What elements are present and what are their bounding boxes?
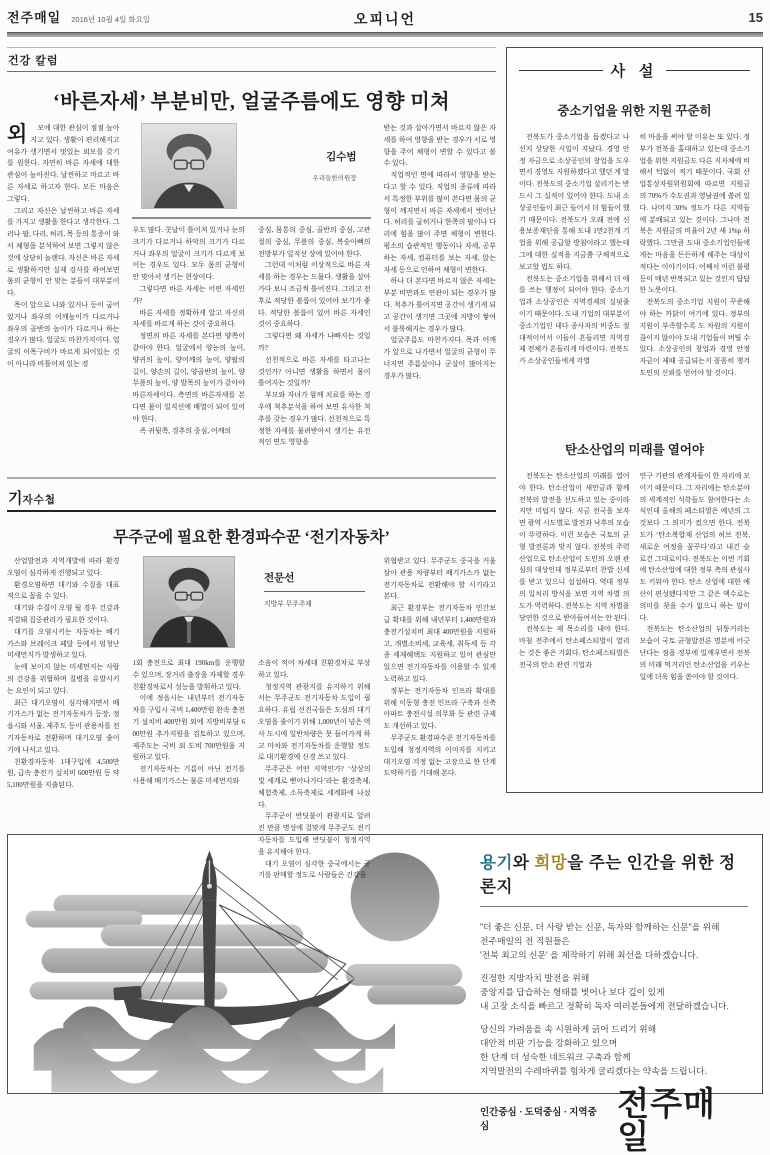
portrait-photo-icon (141, 123, 237, 209)
reporter-col-4-text: 위협받고 있다. 무주군도 중국을 거울삼아 관용 차량부터 배기가스가 없는 전기자동차로 전환해야 할 시기라고 본다. 최근 환경부는 전기자동차 민간보급 확대를 위해 내년부터 1,400만원과 충전기설치비 최대 400만원을 지원하고, 개별소비세, 교육세, 취득세 등 각종 세제혜택도 지원하고 있어 관심만 있으면 전기자동차를 이용할 수 있게 노력하고 있다. 정부는 전기자동차 인프라 확대를 위해 이동형 충전 인프라 구축과 신축 아파트 충전시설 의무화 등 관련 규제도 개선하고 있다. 무주군도 환경파수꾼 전기자동차를 도입해 청정지역의 이미지를 지키고 대기오염 걱정 없는 고장으로 한 단계 도약하기를 기대해 본다. (383, 557, 496, 778)
section-title: 오피니언 (353, 11, 417, 27)
ad-title-word-hope: 희망 (534, 854, 568, 872)
ship-pen-illustration (8, 835, 476, 1093)
ad-text-panel (476, 835, 762, 1155)
reporter-col-3-text: 소음이 적어 차세대 친환경차로 부상하고 있다. 청정지역 관광지를 유지하기 위해서는 무주군도 전기자동차 도입이 필요하다. 유럽 선진국들은 도심의 대기오염을 줄이기 위해 1,000년이 넘은 역사 도시에 일반차량은 못 들어가게 하고 마차와 전기자동차를 운행할 정도로 대기환경에 신경 쓰고 있다. 무주군은 어떤 지역인가? ‘상상의 빛 세계로 뻗어나가다’라는 환경축제, 체험축제, 소득축제로 세계화에 나섰다. 무주군이 반딧불이 관광지로 알려진 만큼 명성에 걸맞게 무주군도 전기자동차를 도입해 반딧불이 청정지역을 유지해야 한다. 대기 오염이 심각한 중국에서는 공기를 판매할 정도로 사람들은 건강을 (258, 659, 371, 880)
reporter-article-body (7, 556, 496, 880)
reporter-col-1-text: 산업발전과 지역개발에 따라 환경오염이 심각하게 진행되고 있다. 환경오염하면 대기와 수질을 대표적으로 꼽을 수 있다. 대기와 수질이 오염 될 경우 건강과 직결돼 집중관리가 필요한 것이다. 대기를 오염시키는 자동차는 배기가스와 브레이크 페달 등에서 엄청난 미세먼지가 발생하고 있다. 눈에 보이지 않는 미세먼지는 사람의 건강을 위협하며 질병을 유발시키는 요인이 되고 있다. 최근 대기오염이 심각해지면서 배기가스가 없는 전기자동차가 등장, 정읍시와 서울, 제주도 등이 관용차를 전기자동차로 전환하며 대기오염 줄이기에 나서고 있다. 친환경자동차 1대구입에 4,500만원, 급속 충전기 설치비 600만원 등 약 5,100만원을 지출된다. (7, 557, 120, 790)
editorial-2-col-1-text: 전북도는 탄소산업의 미래를 열어야 한다. 탄소산업이 새만금과 함께 전북의 발전을 선도하고 있는 중이라지만 미덥지 않다. 지금 전국을 보자면 광역 시도별로 발전과 낙후의 모습이 뚜렷하다. 이런 모습은 국토의 균형 발전론과 맞지 않다. 전북의 주력 산업으로 탄소산업이 도민의 오랜 관심의 대상인데 정부로부터 찬밥 신세를 받고 있으니 섭섭하다. 역대 정부의 일처리 방식을 보면 지역 차별 의도가 역력하다. 전북도는 지역 차별을 당연한 것으로 받아들여서는 안 된다. 전북도는 제 목소리를 내야 한다. 마침 전주에서 탄소페스티벌이 열리는 것은 좋은 기회다. 탄소페스티벌은 전국의 탄소 관련 기업과 (519, 472, 630, 669)
editorial-1-col-1 (519, 132, 630, 420)
health-col-1 (7, 123, 120, 465)
health-col-2-text: 우도 많다. 콧날이 틀어져 있거나 눈의 크기가 다르거나 하악의 크기가 다르거나 좌우의 얼굴이 크기가 다르게 보이는 경우도 있다. 모두 몸의 균형이 안 맞아서 생기는 현상이다. 그렇다면 바른 자세는 어떤 자세인가? 바른 자세를 정확하게 알고 자신의 자세를 바르게 하는 것이 중요하다. 정면의 바른 자세를 본다면 양쪽이 같아야 한다. 얼굴에서 양눈의 높이, 양귀의 높이, 양어깨의 높이, 양팔의 길이, 양손의 길이, 양골반의 높이, 양무릎의 높이, 양 발목의 높이가 같아야 바른자세이다. 측면의 바른자세를 본다면 몸이 일직선에 배열이 되어 있어야 한다. 즉 귀뒷쪽, 경추의 중심, 어깨의 (132, 226, 245, 435)
editorial-article-2-title: 탄소산업의 미래를 열어야 (564, 443, 705, 457)
ad-footer (480, 1087, 748, 1155)
ship-pen-illustration-svg (12, 839, 476, 1089)
health-author-title: 우리들한의원장 (312, 175, 357, 182)
ad-paragraphs: "더 좋은 신문, 더 사랑 받는 신문, 독자와 함께하는 신문"을 위해 전주매일의 전 직원들은 '전북 최고의 신문' 을 제작하기 위해 최선을 다하겠습니다. 진정한 지방자치 발전을 위해 중앙지를 답습하는 형태를 벗어나 보다 깊이 있게 내 고장 소식을 빠르고 정확히 독자 여러분들에게 전달하겠습니다. 당신의 가려움을 속 시원하게 긁어 드리기 위해 대안적 비판 기능을 강화하고 있으며 한 단계 더 성숙한 네트워크 구축과 함께 지역발전의 수레바퀴를 힘차게 굴리겠다는 약속을 드립니다. (480, 922, 729, 1076)
health-col-2 (133, 123, 246, 465)
reporter-author-photo (133, 556, 246, 648)
header-rule (7, 32, 763, 37)
reporter-col-2 (133, 556, 246, 808)
editorial-section (506, 47, 763, 793)
newspaper-logo: 전주매일 (617, 1085, 716, 1155)
page-number: 15 (748, 10, 763, 25)
byline-divider-line (132, 217, 371, 219)
health-section-label-row (7, 48, 496, 72)
drop-cap: 외 (7, 122, 28, 146)
reporter-section-label-row (7, 484, 496, 512)
editorial-article-2-body (507, 471, 762, 789)
health-col-1-text: 모에 대한 관심이 점점 높아지고 있다. 생활이 편리해지고 여유가 생기면서 멋있는 외모를 갖기를 원한다. 자연히 바른 자세에 대한 관심이 높아진다. 날씬하고 마르고 바른 자세로 하고자 한다. 모든 마음은 그렇다. 그리고 자신은 날씬하고 바른 자세를 가지고 생활을 한다고 생각한다. 그러나 팔, 다리, 허리, 목 등의 통증이 와서 체형을 분석하여 보면 그렇지 않은 것에 상당히 놀랜다. 자신은 바른 자세로 생활하지만 실제 검사를 하여보면 몸의 균형이 안 맞는 분들이 대부분이다. 목이 앞으로 나와 있거나 등이 굽어 있거나 좌우의 어깨높이가 다르거나 좌우의 골반의 높이가 다르거나 하는 경우가 많다. 얼굴도 마찬가지이다. 얼굴의 이목구비가 바르게 되어있는 것이 아니라 비틀어져 있는 경 (7, 124, 120, 368)
health-col-3-text: 중심, 몸통의 중심, 골반의 중심, 고관절의 중심, 무릎의 중심, 복숭아뼈의 전방부가 일직선 상에 있어야 한다. 그런데 이처럼 이상적으로 바른 자세를 하는 경우는 드물다. 생활을 살아가다 보니 조금씩 틀어진다. 그리고 전후로 적당한 볼륨이 있어야 보기가 좋다. 적당한 볼륨이 있어 바른 자세인 것이 중요하다. 그렇다면 왜 자세가 나빠지는 것일까? 선천적으로 바른 자세를 타고나는 것인가? 아니면 생활을 하면서 몸이 틀어지는 것일까? 부모와 자녀가 함께 치료를 하는 경우에 척추분석을 하여 보면 유사한 척추를 갖는 경우가 많다. 선천적으로 특정한 자세를 물려받아서 생기는 유전적인 면도 영향을 (258, 226, 371, 447)
ad-title-rule (480, 906, 748, 907)
health-col-4 (384, 123, 497, 465)
editorial-article-1-title: 중소기업을 위한 지원 꾸준히 (557, 104, 712, 118)
health-byline (258, 123, 371, 209)
edition-date: 2016년 10월 4일 화요일 (71, 15, 151, 24)
reporter-label-rest: 자수첩 (22, 494, 56, 506)
health-col-3 (258, 123, 371, 465)
reporter-author-title: 지방부 무주주재 (264, 601, 312, 608)
portrait-photo-icon (143, 556, 235, 648)
editorial-article-1 (507, 101, 762, 420)
reporter-col-4 (384, 556, 497, 808)
editorial-title-line-left (519, 70, 603, 71)
editorial-2-col-1 (519, 471, 630, 789)
page-header (7, 0, 763, 30)
ad-title: 용기와 희망을 주는 인간을 위한 정론지 (480, 854, 736, 896)
editorial-2-col-2 (640, 471, 751, 789)
section-title-wrap (7, 9, 763, 29)
health-column-section (7, 47, 496, 465)
reporter-headline: 무주군에 필요한 환경파수꾼 ‘전기자동차’ (113, 529, 390, 546)
editorial-1-col-2 (640, 132, 751, 420)
left-column (7, 47, 496, 880)
health-section-label: 건강 칼럼 (8, 55, 59, 67)
reporter-label-first-char: 기 (8, 490, 23, 507)
health-article-body (7, 123, 496, 465)
health-col-4-text: 받는 것과 살아가면서 바르지 않은 자세를 하여 영향을 받는 경우가 서로 영향을 주어 체형이 변할 수 있다고 볼 수 있다. 직업적인 면에 따라서 영향을 받는다고 할 수 있다. 직업의 종류에 따라서 특정한 부위를 많이 쓴다면 몸의 균형이 깨지면서 바른 자세에서 벗어난다. 허리를 굽히거나 한쪽의 팔이나 다리에 힘을 많이 주면 체형이 변한다. 평소의 습관적인 행동이나 자세, 공부하는 자세, 컴퓨터를 보는 자세, 앉는 자세 등으로 인하여 체형이 변한다. 하나 더 본다면 바르지 않은 자세는 부분 비만과도 연관이 되는 경우가 많다. 척추가 틀어지면 공간이 생기게 되고 공간이 생기면 그곳에 지방이 쌓여서 불룩해지는 경우가 많다. 얼굴주름도 마찬가지다. 목과 어깨가 앞으로 나가면서 얼굴의 균형이 무너지면 주름살이나 군살이 많아지는 경우가 많다. (383, 124, 496, 380)
editorial-article-2 (507, 440, 762, 789)
editorial-2-col-2-text: 연구 기관의 관계자들이 한 자리에 모이기 때문이다. 그 자리에는 탄소분야의 세계적인 석학들도 참여한다는 소식인데 올해의 페스티벌은 예년의 그것보다 그 의미가 컸으면 한다. 전북도가 ‘탄소복합재 산업의 허브 전북, 새로운 여정을 꿈꾸다’라고 내건 슬로건 그대로이다. 전북도는 이번 기회에 탄소산업에 대한 정부 측의 관심사도 키워야 한다. 탄소 산업에 대한 예산이 편성됐다지만 그 같은 액수로는 의미를 찾을 수가 없으니 하는 말이다. 전북도는 탄소산업의 뒤뚱거리는 모습이 국토 균형발전론 명분에 어긋난다는 점을 정부에 일깨우면서 전북의 미래 먹거리인 탄소산업을 키우는 일에 더욱 힘을 쏟아야 할 것이다. (639, 472, 750, 681)
house-ad (7, 834, 763, 1155)
reporter-author-name: 전문선 (264, 570, 365, 592)
editorial-article-1-body (507, 132, 762, 420)
health-headline: ‘바른자세’ 부분비만, 얼굴주름에도 영향 미쳐 (52, 91, 451, 113)
editorial-1-col-2-text: 히 마음을 써야 할 이유는 또 있다. 정부가 전북을 홀대하고 있는데 중소기업을 위한 지원금도 다른 지자체에 비해서 턱없이 적기 때문이다. 국회 산업통상자원위원회에 따르면 지원금의 70%가 수도권과 영남권에 쏠려 있다. 나머지 30% 정도가 다른 지역들에 분배되고 있는 것이다. 그나마 전북은 지원금의 비율이 2년 새 1%p 하락했다. 그만큼 도내 중소기업인들에게는 마음을 든든하게 해주는 대상이 적다는 이야기이다. 어째서 이런 불평등이 매년 반복되고 있는 것인지 답답한 노릇이다. 전북도의 중소기업 지원이 꾸준해야 하는 까닭이 여기에 있다. 정부의 지원이 부족할수록 도 차원의 지원이 끊이지 않아야 도내 기업들이 버틸 수 있다. 소상공인의 창업과 경영 안정 자금이 제때 공급되는지 꼼꼼히 챙겨 도민의 신뢰를 얻어야 할 것이다. (639, 133, 750, 377)
reporter-col-2-text: 1회 충전으로 최대 190km를 운행할 수 있으며, 장거리 출장을 자제할 경우 친환경차로서 성능을 발휘하고 있다. 이에 정읍시는 내년부터 전기자동차를 구입시 국비 1,400만원 완속 충전기 설치비 400만원 외에 지방비부담 600만원 추가지원을 검토하고 있으며, 제주도는 국비 외 도비 700만원을 지원하고 있다. 전기자동차는 기름이 아닌 전기를 사용해 배기가스는 물론 미세먼지와 (132, 659, 245, 785)
reporter-note-section (7, 484, 496, 880)
section-divider (7, 477, 496, 479)
reporter-col-3 (258, 556, 371, 880)
reporter-col-1 (7, 556, 120, 808)
editorial-section-label: 사 설 (610, 64, 659, 80)
editorial-title-row (519, 60, 750, 81)
health-author-name: 김수범 (326, 151, 357, 163)
editorial-title-line-right (666, 70, 750, 71)
reporter-byline (258, 556, 371, 648)
editorial-1-col-1-text: 전북도가 중소기업을 돕겠다고 나선지 상당한 시일이 지났다. 경영 안정 자금으로 소상공인의 창업을 도우면서 경영도 지원하겠다고 했던 게 말이다. 전북도의 중소기업 살리기는 반드시 그 실적이 있어야 한다. 도내 소상공인들이 최근 들어서 더 힘들어 했기 때문이다. 전북도가 오래 전에 신용보증재단을 통해 도내 1만2천개 기업을 위해 공급할 방침이라고 했는데 그에 대한 실적을 지금쯤 구체적으로 보고할 법도 하다. 전북도는 중소기업을 위해서 더 애를 쓰는 행정이 되어야 한다. 중소기업과 소상공인은 지역경제의 실핏줄이기 때문이다. 도내 기업의 대부분이 중소기업인 데다 종사자의 비중도 절대적이어서 이들이 흔들리면 지역경제 전체가 흔들리게 마련이다. 전북도가 소상공인들에게 각별 (519, 133, 630, 366)
ad-slogan: 인간중심 · 도덕중심 · 지역중심 (480, 1108, 597, 1132)
ad-title-word-courage: 용기 (480, 854, 513, 872)
masthead: 전주매일 (7, 10, 62, 25)
health-author-photo (133, 123, 246, 209)
